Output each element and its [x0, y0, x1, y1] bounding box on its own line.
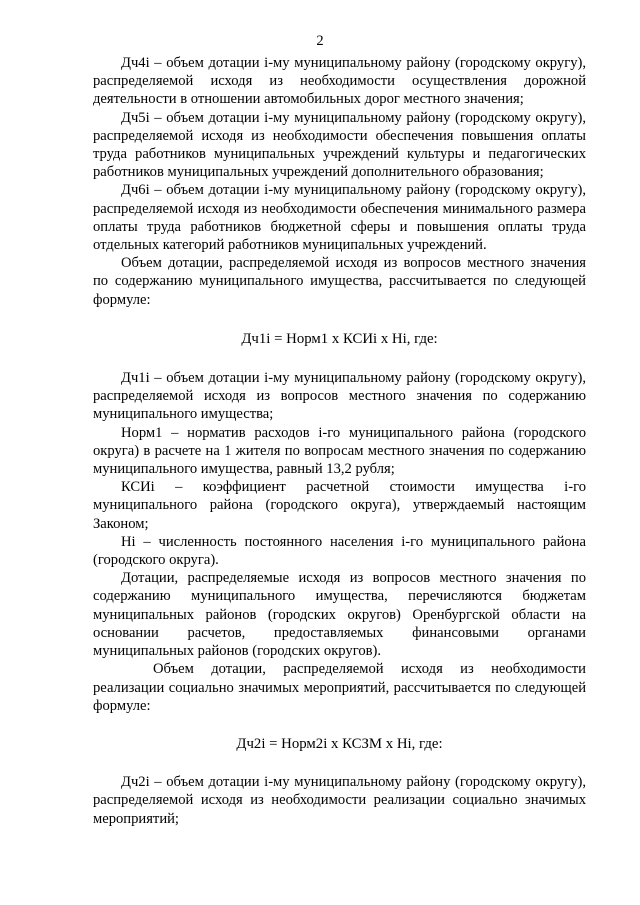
page-number: 2	[316, 33, 324, 49]
formula-dch1: Дч1i = Норм1 х КСИi х Нi, где:	[241, 330, 438, 347]
paragraph-population-definition: Нi – численность постоянного населения i-го муниципального района (городского округа).	[93, 533, 586, 569]
paragraph-dch2-definition: Дч2i – объем дотации i-му муниципальному району (городскому округу), распределяемой исходя из необходимости реализации социально значимых мероприятий;	[93, 774, 586, 827]
paragraph-ksi-definition: КСИi – коэффициент расчетной стоимости имущества i-го муниципального района (городского округа), утверждаемый настоящим Законом;	[93, 479, 586, 532]
paragraph-dch5: Дч5i – объем дотации i-му муниципальному району (городскому округу), распределяемой исходя из необходимости обеспечения повышения оплаты труда работников муниципальных учреждений культуры и педагогических работников муниципальных учреждений дополнительного образования;	[93, 109, 586, 181]
paragraph-dch1-definition: Дч1i – объем дотации i-му муниципальному району (городскому округу), распределяемой исходя из вопросов местного значения по содержанию муниципального имущества;	[93, 370, 586, 423]
paragraph-norm1-definition: Норм1 – норматив расходов i-го муниципального района (городского округа) в расчете на 1 жителя по вопросам местного значения по содержанию муниципального имущества, равный 13,2 рубля;	[93, 424, 586, 478]
paragraph-dch4: Дч4i – объем дотации i-му муниципальному району (городскому округу), распределяемой исходя из необходимости осуществления дорожной деятельности в отношении автомобильных дорог местного значения;	[93, 55, 586, 108]
paragraph-property-intro: Объем дотации, распределяемой исходя из вопросов местного значения по содержанию муниципального имущества, рассчитывается по следующей формуле:	[93, 255, 586, 308]
paragraph-social-intro: Объем дотации, распределяемой исходя из необходимости реализации социально значимых мероприятий, рассчитывается по следующей формуле:	[93, 661, 586, 714]
paragraph-dch6: Дч6i – объем дотации i-му муниципальному району (городскому округу), распределяемой исходя из необходимости обеспечения минимального размера оплаты труда работников бюджетной сферы и повышения оплаты труда отдельных категорий работников муниципальных учреждений.	[93, 182, 586, 254]
paragraph-transfer-rules: Дотации, распределяемые исходя из вопросов местного значения по содержанию муниципального имущества, перечисляются бюджетам муниципальных районов (городских округов) Оренбургской области на основании расчетов, предоставляемых финансовыми органами муниципальных районов (городских округов).	[93, 570, 586, 660]
document-body	[93, 54, 586, 828]
formula-dch2: Дч2i = Норм2i х КСЗМ х Нi, где:	[236, 735, 443, 752]
